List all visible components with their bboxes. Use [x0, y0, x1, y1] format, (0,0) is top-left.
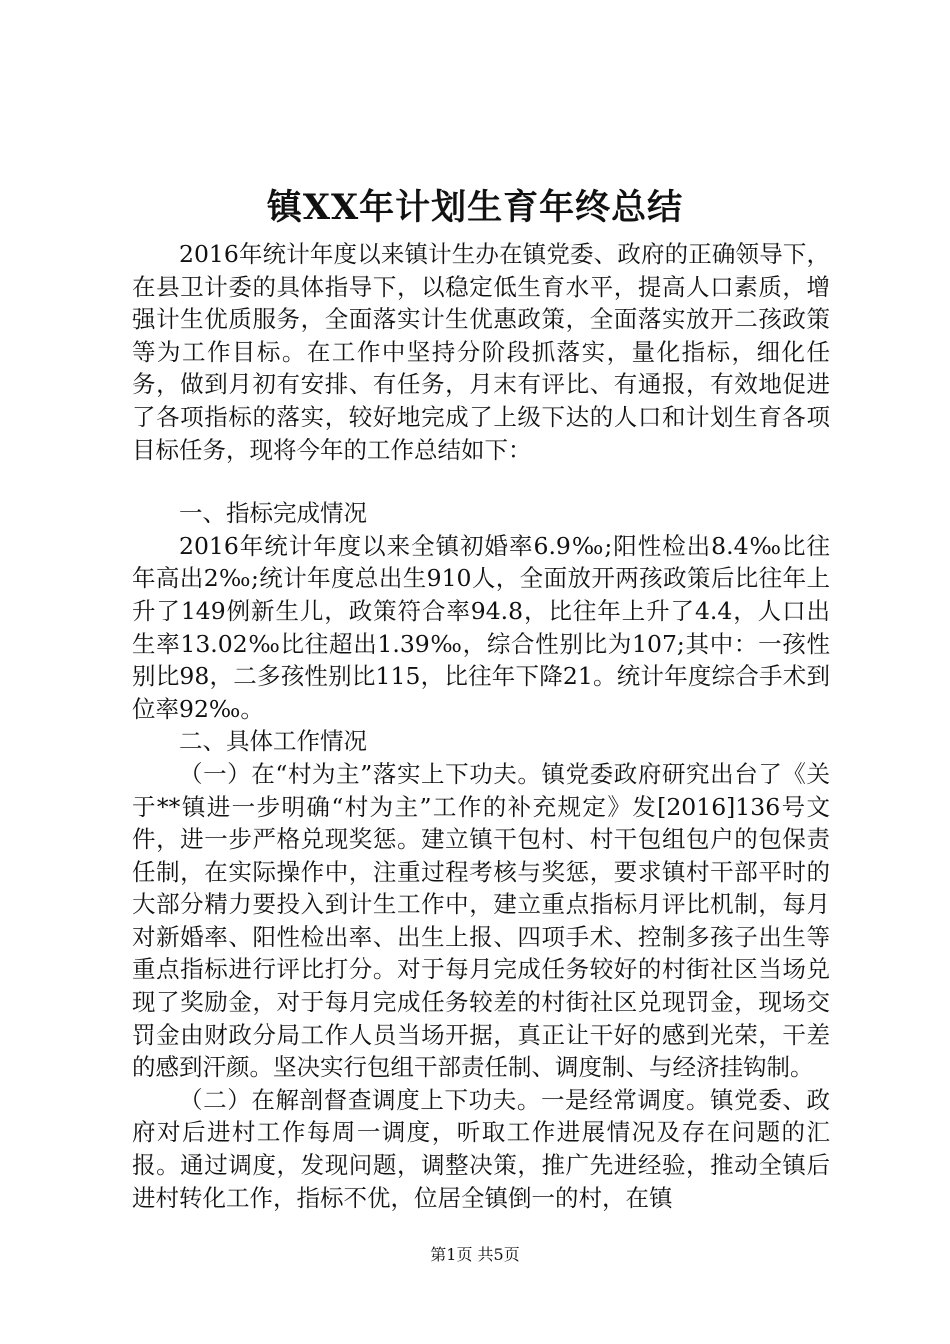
indicator-paragraph: 2016年统计年度以来全镇初婚率6.9‰;阳性检出8.4‰比往年高出2‰;统计年度总出生910人，全面放开两孩政策后比往年上升了149例新生儿，政策符合率94.8，比往年上升了4.4，人口出生率13.02‰比往超出1.39‰，综合性别比为107;其中：一孩性别比98，二多孩性别比115，比往年下降21。统计年度综合手术到位率92‰。 [132, 531, 830, 723]
document-body [132, 238, 830, 1214]
section-heading-1: 一、指标完成情况 [179, 499, 367, 528]
document-title: 镇XX年计划生育年终总结 [266, 187, 684, 228]
section-heading-2: 二、具体工作情况 [179, 727, 367, 756]
work-paragraph-1: （一）在“村为主”落实上下功夫。镇党委政府研究出台了《关于**镇进一步明确“村为主”工作的补充规定》发[2016]136号文件，进一步严格兑现奖惩。建立镇干包村、村干包组包户的包保责任制，在实际操作中，注重过程考核与奖惩，要求镇村干部平时的大部分精力要投入到计生工作中，建立重点指标月评比机制，每月对新婚率、阳性检出率、出生上报、四项手术、控制多孩子出生等重点指标进行评比打分。对于每月完成任务较好的村街社区当场兑现了奖励金，对于每月完成任务较差的村街社区兑现罚金，现场交罚金由财政分局工作人员当场开据，真正让干好的感到光荣，干差的感到汗颜。坚决实行包组干部责任制、调度制、与经济挂钩制。 [132, 759, 830, 1082]
work-paragraph-2: （二）在解剖督查调度上下功夫。一是经常调度。镇党委、政府对后进村工作每周一调度，听取工作进展情况及存在问题的汇报。通过调度，发现问题，调整决策，推广先进经验，推动全镇后进村转化工作，指标不优，位居全镇倒一的村，在镇 [132, 1085, 830, 1212]
page-footer: 第1页 共5页 [430, 1245, 520, 1264]
intro-paragraph: 2016年统计年度以来镇计生办在镇党委、政府的正确领导下，在县卫计委的具体指导下，以稳定低生育水平，提高人口素质，增强计生优质服务，全面落实计生优惠政策，全面落实放开二孩政策等为工作目标。在工作中坚持分阶段抓落实，量化指标，细化任务，做到月初有安排、有任务，月末有评比、有通报，有效地促进了各项指标的落实，较好地完成了上级下达的人口和计划生育各项目标任务，现将今年的工作总结如下： [132, 240, 830, 464]
